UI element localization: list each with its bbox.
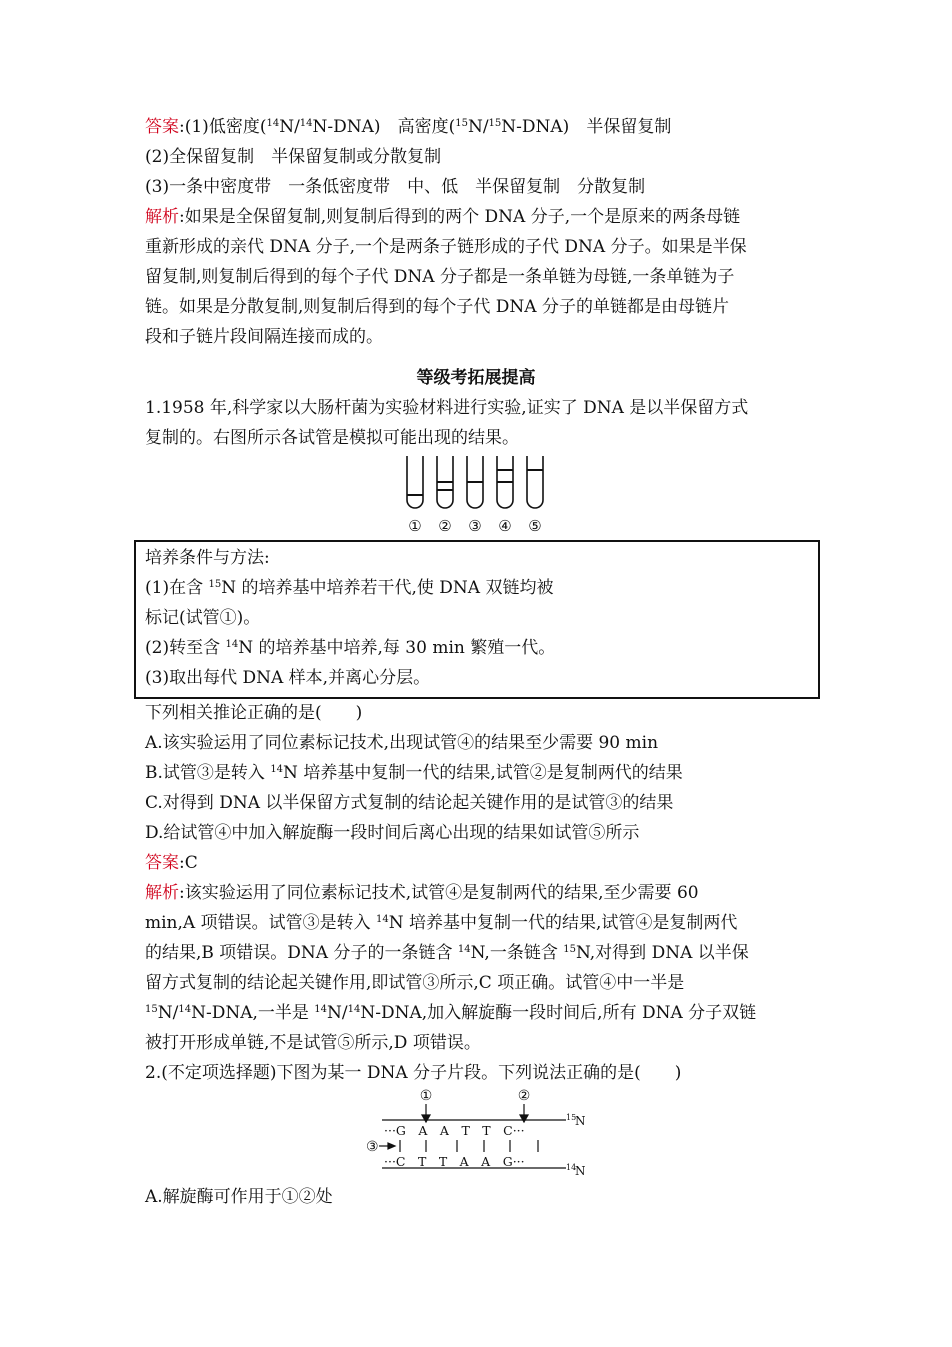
- tube-label-5: ⑤: [528, 517, 542, 535]
- q1-analysis-line-1: 解析:该实验运用了同位素标记技术,试管④是复制两代的结果,至少需要 60: [145, 883, 699, 903]
- site-1-arrow: [422, 1115, 430, 1122]
- bottom-isotope: N: [575, 1164, 586, 1178]
- q1-ask: 下列相关推论正确的是( ): [145, 703, 363, 723]
- q1-option-b: B.试管③是转入 $^{14}$N 培养基中复制一代的结果,试管②是复制两代的结果: [145, 763, 683, 783]
- analysis-label: 解析: [145, 207, 179, 227]
- q1-stem-line-2: 复制的。右图所示各试管是模拟可能出现的结果。: [145, 428, 519, 448]
- answer-line-3: (3)一条中密度带 一条低密度带 中、低 半保留复制 分散复制: [145, 177, 646, 197]
- q1-analysis-line-4: 留方式复制的结论起关键作用,即试管③所示,C 项正确。试管④中一半是: [145, 973, 685, 993]
- q1-option-c: C.对得到 DNA 以半保留方式复制的结论起关键作用的是试管③的结果: [145, 793, 674, 813]
- q1-stem-line-1: 1.1958 年,科学家以大肠杆菌为实验材料进行实验,证实了 DNA 是以半保留方式: [145, 398, 749, 418]
- analysis-line-4: 链。如果是分散复制,则复制后得到的每个子代 DNA 分子的单链都是由母链片: [145, 297, 729, 317]
- box-line-3: (2)转至含 $^{14}$N 的培养基中培养,每 30 min 繁殖一代。: [145, 638, 556, 658]
- box-title: 培养条件与方法:: [145, 548, 270, 568]
- tube-5: [527, 456, 543, 508]
- analysis-line-1: 解析:如果是全保留复制,则复制后得到的两个 DNA 分子,一个是原来的两条母链: [145, 207, 741, 227]
- box-line-2: 标记(试管①)。: [145, 608, 261, 628]
- q1-analysis-line-3: 的结果,B 项错误。DNA 分子的一条链含 $^{14}$N,一条链含 $^{15}$N,对得到 DNA 以半保: [145, 943, 749, 963]
- q1-analysis-line-6: 被打开形成单链,不是试管⑤所示,D 项错误。: [145, 1033, 481, 1053]
- top-strand-sequence: ···G A A T T C···: [384, 1123, 525, 1138]
- tube-label-3: ③: [468, 517, 482, 535]
- dna-segment-figure: [360, 1085, 600, 1185]
- q1-option-a: A.该实验运用了同位素标记技术,出现试管④的结果至少需要 90 min: [145, 733, 659, 753]
- q1-analysis-line-5: $^{15}$N/$^{14}$N-DNA,一半是 $^{14}$N/$^{14}$N-DNA,加入解旋酶一段时间后,所有 DNA 分子双链: [145, 1003, 757, 1023]
- tube-label-4: ④: [498, 517, 512, 535]
- analysis-line-2: 重新形成的亲代 DNA 分子,一个是两条子链形成的子代 DNA 分子。如果是半保: [145, 237, 747, 257]
- analysis-line-3: 留复制,则复制后得到的每个子代 DNA 分子都是一条单链为母链,一条单链为子: [145, 267, 735, 287]
- site-2-label: ②: [517, 1088, 531, 1104]
- test-tubes-figure: [396, 452, 556, 538]
- q2-option-a: A.解旋酶可作用于①②处: [145, 1187, 333, 1207]
- site-1-label: ①: [419, 1088, 433, 1104]
- tube-label-2: ②: [438, 517, 452, 535]
- q1-analysis-line-2: min,A 项错误。试管③是转入 $^{14}$N 培养基中复制一代的结果,试管④是复制两代: [145, 913, 738, 933]
- site-2-arrow: [520, 1115, 528, 1122]
- tube-label-1: ①: [408, 517, 422, 535]
- site-3-arrow: [388, 1143, 395, 1149]
- q2-stem: 2.(不定项选择题)下图为某一 DNA 分子片段。下列说法正确的是( ): [145, 1063, 682, 1083]
- answer-label: 答案: [145, 117, 179, 137]
- q1-option-d: D.给试管④中加入解旋酶一段时间后离心出现的结果如试管⑤所示: [145, 823, 640, 843]
- top-isotope: N: [575, 1114, 586, 1128]
- bottom-strand-sequence: ···C T T A A G···: [384, 1154, 525, 1169]
- site-3-label: ③: [366, 1139, 379, 1155]
- analysis-line-5: 段和子链片段间隔连接而成的。: [145, 327, 383, 347]
- answer-line-2: (2)全保留复制 半保留复制或分散复制: [145, 147, 442, 167]
- q1-answer: 答案:C: [145, 853, 198, 873]
- analysis-label: 解析: [145, 883, 179, 903]
- tube-1: [407, 456, 423, 508]
- answer-label: 答案: [145, 853, 179, 873]
- box-line-4: (3)取出每代 DNA 样本,并离心分层。: [145, 668, 431, 688]
- bottom-isotope-sup: 14: [566, 1163, 577, 1172]
- top-isotope-sup: 15: [566, 1113, 577, 1122]
- answer-line-1: 答案:(1)低密度($^{14}$N/$^{14}$N-DNA) 高密度($^{15}$N/$^{15}$N-DNA) 半保留复制: [145, 117, 672, 137]
- box-line-1: (1)在含 $^{15}$N 的培养基中培养若干代,使 DNA 双链均被: [145, 578, 554, 598]
- section-title: 等级考拓展提高: [416, 368, 536, 388]
